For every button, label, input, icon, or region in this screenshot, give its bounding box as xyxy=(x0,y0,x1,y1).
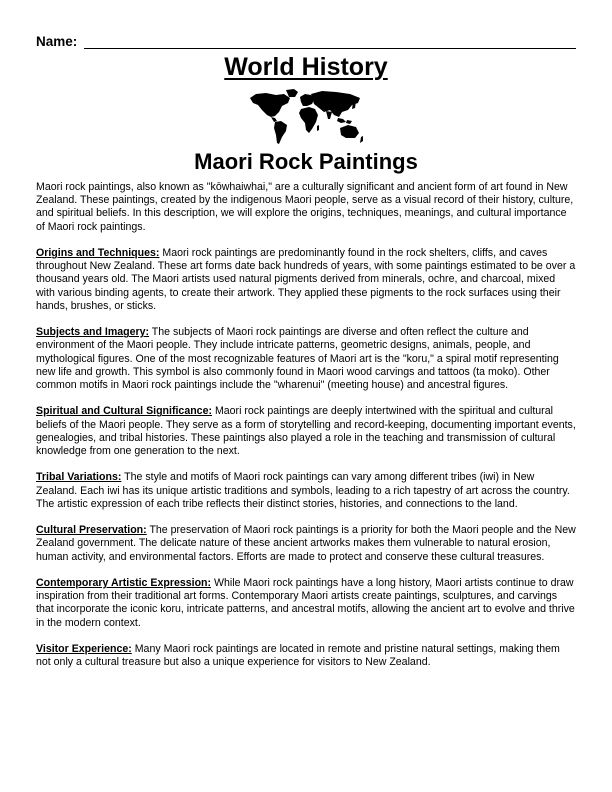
section-text: Maori rock paintings are deeply intertwined with the spiritual and cultural beliefs of the Maori people. They serve as a form of storytelling and record-keeping, documenting important events, genealogies, and tribal histories. These paintings also played a role in the teaching and transmission of cultural knowledge from one generation to the next. xyxy=(36,405,576,458)
page-title xyxy=(0,53,612,82)
section-heading: Origins and Techniques: xyxy=(36,247,160,259)
section-paragraph xyxy=(36,326,576,392)
section-text: The style and motifs of Maori rock paintings can vary among different tribes (iwi) in New Zealand. Each iwi has its unique artistic traditions and symbols, leading to a rich tapestry of art across the country. The artistic expression of each tribe reflects their distinct stories, histories, and connections to the land. xyxy=(36,471,570,510)
section-heading: Contemporary Artistic Expression: xyxy=(36,577,212,589)
section-heading: Visitor Experience: xyxy=(36,643,132,655)
intro-paragraph: Maori rock paintings, also known as "kōwhaiwhai," are a culturally significant and ancient form of art found in New Zealand. These paintings, created by the indigenous Maori people, serve as a visual record of their history, culture, and spiritual beliefs. In this description, we will explore the origins, techniques, meanings, and cultural importance of Maori rock paintings. xyxy=(36,181,574,233)
section-text: Maori rock paintings are predominantly found in the rock shelters, cliffs, and caves throughout New Zealand. These art forms date back hundreds of years, with some paintings estimated to be over a thousand years old. The Maori artists used natural pigments derived from minerals, ochre, and charcoal, mixed with various binding agents, to create their artwork. They applied these pigments to the rock surfaces using their hands, brushes, or sticks. xyxy=(36,247,576,312)
section-paragraph xyxy=(36,524,576,564)
section-paragraph xyxy=(36,405,576,458)
section-text: Many Maori rock paintings are located in remote and pristine natural settings, making them not only a cultural treasure but also a unique experience for visitors to New Zealand. xyxy=(36,643,560,669)
section-text: The subjects of Maori rock paintings are diverse and often reflect the culture and environment of the Maori people. They include intricate patterns, geometric designs, animals, people, and mythological figures. One of the most recognizable features of Maori art is the "koru," a spiral motif representing new life and growth. This symbol is also commonly found in Maori wood carvings and tattoos (ta moko). Other common motifs in Maori rock paintings include the "wharenui" (meeting house) and ancestral figures. xyxy=(36,326,559,392)
world-map-icon xyxy=(246,88,366,148)
section-paragraph xyxy=(36,247,576,313)
name-field xyxy=(36,34,576,52)
section-text: While Maori rock paintings have a long history, Maori artists continue to draw inspiration from their traditional art forms. Contemporary Maori artists create paintings, sculptures, and carvings that incorporate the iconic koru, intricate patterns, and ancestral motifs, allowing the ancient art to evolve and thrive in the modern context. xyxy=(36,577,575,629)
section-paragraph xyxy=(36,577,576,630)
page-title-text: World History xyxy=(224,53,388,81)
section-paragraph xyxy=(36,643,576,669)
section-heading: Cultural Preservation: xyxy=(36,524,147,537)
section-heading: Subjects and Imagery: xyxy=(36,326,150,339)
section-heading: Spiritual and Cultural Significance: xyxy=(36,405,212,418)
name-blank-line[interactable] xyxy=(84,48,576,49)
section-heading: Tribal Variations: xyxy=(36,471,122,484)
page-subtitle: Maori Rock Paintings xyxy=(194,149,418,174)
section-text: The preservation of Maori rock paintings is a priority for both the Maori people and the New Zealand government. The delicate nature of these ancient artworks makes them vulnerable to natural erosion, human activity, and environmental factors. Efforts are made to protect and conserve these cultural treasures. xyxy=(36,524,576,563)
section-paragraph xyxy=(36,471,576,511)
article-body xyxy=(36,181,576,683)
name-label: Name: xyxy=(36,34,78,49)
